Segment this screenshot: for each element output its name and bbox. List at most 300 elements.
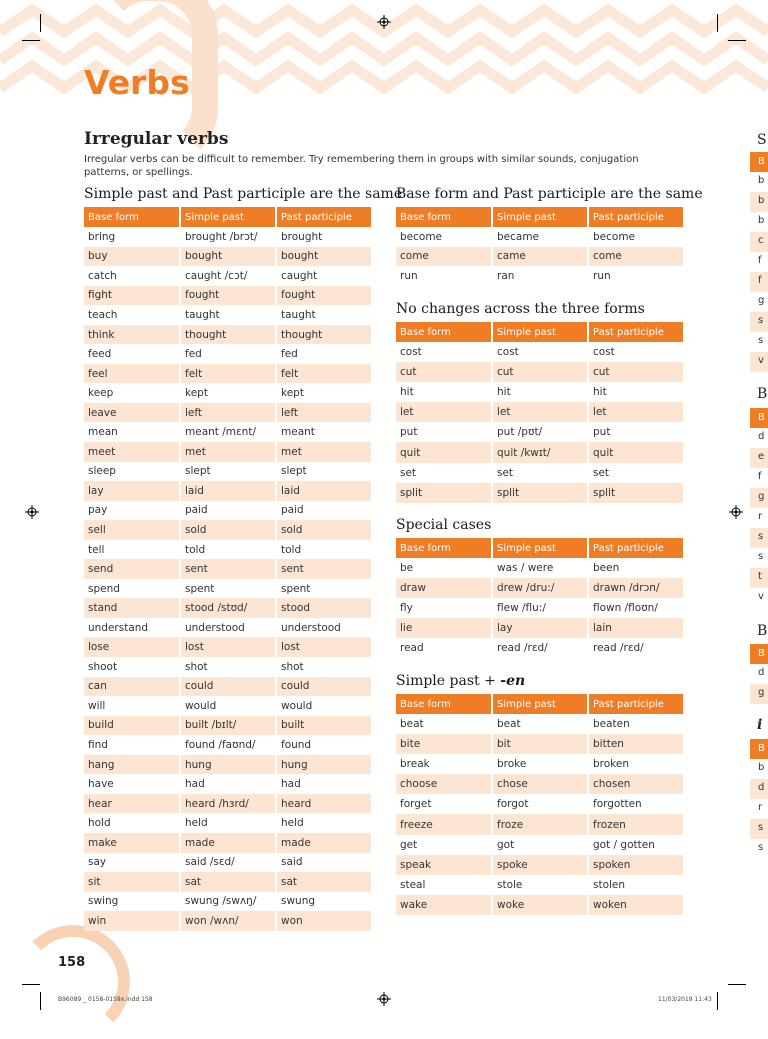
table-cell: brought /brɔt/ (180, 227, 276, 247)
table-no-changes (396, 322, 685, 503)
edge-row-letter: s (758, 842, 764, 853)
table-cell: teach (84, 305, 180, 325)
table-cell: came (492, 247, 588, 267)
table-row (84, 520, 372, 540)
table-cell: shot (180, 657, 276, 677)
table-row (396, 814, 684, 834)
edge-section-letter: i (757, 717, 763, 733)
table-row (396, 714, 684, 734)
crop-mark (22, 984, 40, 985)
table-row (84, 853, 372, 873)
table-row (84, 755, 372, 775)
table-cell: flown /floʊn/ (588, 598, 684, 618)
table-cell: stole (492, 875, 588, 895)
table-row (84, 286, 372, 306)
table-cell: fought (276, 286, 372, 306)
column-header: Simple past (492, 694, 588, 714)
crop-mark (717, 992, 718, 1010)
table-cell: could (180, 677, 276, 697)
table-cell: caught (276, 266, 372, 286)
table-cell: have (84, 774, 180, 794)
table-cell: sat (180, 872, 276, 892)
table-cell: swung (276, 892, 372, 912)
table-cell: built /bɪlt/ (180, 716, 276, 736)
table-cell: broke (492, 754, 588, 774)
table-header-row (396, 538, 684, 558)
table-cell: set (396, 463, 492, 483)
table-cell: quit (588, 442, 684, 462)
table-cell: shot (276, 657, 372, 677)
table-cell: let (588, 402, 684, 422)
column-header: Base form (396, 538, 492, 558)
table-cell: found (276, 735, 372, 755)
table-cell: made (276, 833, 372, 853)
table-row (84, 462, 372, 482)
table-row (396, 483, 684, 503)
table-cell: let (492, 402, 588, 422)
table-cell: lay (492, 618, 588, 638)
table-cell: bring (84, 227, 180, 247)
table-cell: said /sɛd/ (180, 853, 276, 873)
edge-row-letter: s (758, 531, 764, 542)
table-row (84, 735, 372, 755)
table-row (84, 794, 372, 814)
table-cell: slept (276, 462, 372, 482)
table-cell: spoken (588, 855, 684, 875)
table-cell: fed (276, 344, 372, 364)
table-cell: caught /cɔt/ (180, 266, 276, 286)
edge-row-letter: v (758, 591, 764, 602)
table-cell: make (84, 833, 180, 853)
table-cell: cut (396, 362, 492, 382)
table-cell: mean (84, 422, 180, 442)
table-header-row (84, 207, 372, 227)
section-title-same-past-participle: Simple past and Past participle are the same (84, 186, 403, 202)
table-cell: hit (396, 382, 492, 402)
column-header: Past participle (588, 207, 684, 227)
table-cell: would (276, 696, 372, 716)
table-cell: drawn /drɔn/ (588, 578, 684, 598)
table-cell: read /rɛd/ (588, 638, 684, 658)
crop-mark (40, 992, 41, 1010)
edge-header-letter: B (758, 156, 765, 167)
edge-row-letter: d (758, 782, 765, 793)
table-row (84, 325, 372, 345)
table-row (84, 716, 372, 736)
table-header-row (396, 207, 684, 227)
table-cell: became (492, 227, 588, 247)
table-cell: sleep (84, 462, 180, 482)
table-row (396, 855, 684, 875)
registration-mark-icon (729, 505, 743, 519)
table-row (84, 305, 372, 325)
table-cell: come (396, 247, 492, 267)
table-cell: win (84, 911, 180, 931)
edge-row-letter: b (758, 175, 765, 186)
edge-header-letter: B (758, 743, 765, 754)
crop-mark (22, 40, 40, 41)
table-cell: woke (492, 895, 588, 915)
table-cell: spent (180, 579, 276, 599)
table-cell: meant /mɛnt/ (180, 422, 276, 442)
table-row (84, 598, 372, 618)
table-cell: swing (84, 892, 180, 912)
table-cell: bite (396, 734, 492, 754)
page-number: 158 (58, 955, 86, 970)
table-cell: froze (492, 814, 588, 834)
edge-row-letter: v (758, 355, 764, 366)
table-row (396, 247, 684, 267)
table-cell: run (588, 266, 684, 286)
registration-mark-icon (25, 505, 39, 519)
edge-row-letter: g (758, 687, 765, 698)
edge-row-letter: g (758, 295, 765, 306)
table-cell: said (276, 853, 372, 873)
table-cell: catch (84, 266, 180, 286)
table-cell: lay (84, 481, 180, 501)
table-row (84, 657, 372, 677)
table-row (84, 833, 372, 853)
table-cell: sell (84, 520, 180, 540)
table-cell: beaten (588, 714, 684, 734)
table-row (396, 266, 684, 286)
table-cell: be (396, 558, 492, 578)
table-cell: bought (276, 247, 372, 267)
table-cell: steal (396, 875, 492, 895)
column-header: Past participle (588, 694, 684, 714)
table-cell: set (492, 463, 588, 483)
table-row (84, 677, 372, 697)
table-cell: stolen (588, 875, 684, 895)
table-cell: drew /dru:/ (492, 578, 588, 598)
edge-section-letter: B (757, 623, 768, 639)
table-cell: paid (180, 501, 276, 521)
edge-header-letter: B (758, 412, 765, 423)
edge-row-letter: f (758, 275, 762, 286)
table-cell: thought (180, 325, 276, 345)
table-cell: feel (84, 364, 180, 384)
table-cell: choose (396, 774, 492, 794)
table-cell: brought (276, 227, 372, 247)
table-cell: been (588, 558, 684, 578)
table-cell: lose (84, 637, 180, 657)
table-cell: taught (276, 305, 372, 325)
edge-row-letter: e (758, 451, 765, 462)
table-cell: lie (396, 618, 492, 638)
table-cell: put (396, 422, 492, 442)
section-title-no-changes: No changes across the three forms (396, 301, 645, 317)
intro-paragraph: Irregular verbs can be difficult to remember. Try remembering them in groups with similar sounds, conjugation patterns, or spellings. (84, 154, 639, 178)
table-cell: woken (588, 895, 684, 915)
table-row (84, 813, 372, 833)
table-cell: had (276, 774, 372, 794)
edge-header-letter: B (758, 648, 765, 659)
table-cell: will (84, 696, 180, 716)
table-cell: hit (588, 382, 684, 402)
table-cell: come (588, 247, 684, 267)
table-cell: stood /stʊd/ (180, 598, 276, 618)
table-cell: leave (84, 403, 180, 423)
table-cell: paid (276, 501, 372, 521)
table-cell: split (588, 483, 684, 503)
table-cell: laid (180, 481, 276, 501)
table-cell: build (84, 716, 180, 736)
table-row (84, 911, 372, 931)
table-cell: split (396, 483, 492, 503)
registration-mark-icon (377, 15, 391, 29)
edge-row-letter: d (758, 667, 765, 678)
column-header: Base form (396, 322, 492, 342)
table-cell: spend (84, 579, 180, 599)
print-slug-date: 11/03/2019 11:43 (658, 996, 712, 1003)
table-cell: read /rɛd/ (492, 638, 588, 658)
table-row (84, 227, 372, 247)
table-row (84, 266, 372, 286)
edge-row-letter: r (758, 511, 763, 522)
table-cell: had (180, 774, 276, 794)
table-cell: ran (492, 266, 588, 286)
table-row (396, 875, 684, 895)
table-cell: get (396, 835, 492, 855)
edge-row-letter: f (758, 255, 762, 266)
table-cell: forgotten (588, 794, 684, 814)
table-cell: run (396, 266, 492, 286)
table-cell: taught (180, 305, 276, 325)
table-row (84, 872, 372, 892)
table-cell: hit (492, 382, 588, 402)
table-row (396, 362, 684, 382)
table-cell: bitten (588, 734, 684, 754)
table-cell: fed (180, 344, 276, 364)
edge-row-letter: s (758, 822, 764, 833)
edge-row-letter: f (758, 471, 762, 482)
table-cell: become (396, 227, 492, 247)
table-cell: told (276, 540, 372, 560)
table-cell: would (180, 696, 276, 716)
table-cell: send (84, 559, 180, 579)
table-cell: kept (180, 383, 276, 403)
table-cell: felt (276, 364, 372, 384)
table-cell: heard (276, 794, 372, 814)
column-header: Base form (84, 207, 180, 227)
table-cell: frozen (588, 814, 684, 834)
table-row (396, 227, 684, 247)
table-cell: sent (180, 559, 276, 579)
table-cell: freeze (396, 814, 492, 834)
column-header: Past participle (588, 538, 684, 558)
table-cell: slept (180, 462, 276, 482)
table-row (84, 501, 372, 521)
table-cell: lain (588, 618, 684, 638)
table-cell: left (276, 403, 372, 423)
table-cell: spent (276, 579, 372, 599)
table-base-participle-same (396, 207, 685, 286)
table-cell: read (396, 638, 492, 658)
table-cell: fly (396, 598, 492, 618)
table-cell: sat (276, 872, 372, 892)
column-header: Simple past (492, 322, 588, 342)
table-row (396, 578, 684, 598)
table-cell: broken (588, 754, 684, 774)
table-cell: spoke (492, 855, 588, 875)
edge-row-letter: s (758, 335, 764, 346)
column-header: Base form (396, 207, 492, 227)
table-cell: wake (396, 895, 492, 915)
table-row (84, 774, 372, 794)
table-cell: felt (180, 364, 276, 384)
table-cell: cost (588, 342, 684, 362)
table-cell: sold (180, 520, 276, 540)
table-cell: speak (396, 855, 492, 875)
column-header: Simple past (492, 538, 588, 558)
table-cell: laid (276, 481, 372, 501)
table-row (396, 382, 684, 402)
table-row (396, 402, 684, 422)
table-cell: can (84, 677, 180, 697)
table-row (84, 422, 372, 442)
table-cell: flew /flu:/ (492, 598, 588, 618)
table-cell: stood (276, 598, 372, 618)
edge-row-letter: d (758, 431, 765, 442)
table-cell: got / gotten (588, 835, 684, 855)
table-row (396, 618, 684, 638)
table-row (84, 364, 372, 384)
table-row (396, 835, 684, 855)
table-cell: forget (396, 794, 492, 814)
table-cell: hear (84, 794, 180, 814)
table-cell: become (588, 227, 684, 247)
table-row (396, 342, 684, 362)
table-cell: thought (276, 325, 372, 345)
table-row (396, 558, 684, 578)
table-cell: chose (492, 774, 588, 794)
table-cell: cost (492, 342, 588, 362)
table-cell: left (180, 403, 276, 423)
table-simple-past-participle-same (84, 207, 373, 931)
table-simple-past-en (396, 694, 685, 915)
table-row (84, 344, 372, 364)
table-cell: bit (492, 734, 588, 754)
edge-row-letter: b (758, 215, 765, 226)
section-title-simple-past-en (396, 673, 525, 689)
table-cell: stand (84, 598, 180, 618)
table-cell: cut (588, 362, 684, 382)
table-cell: beat (492, 714, 588, 734)
table-cell: meant (276, 422, 372, 442)
table-cell: quit (396, 442, 492, 462)
table-cell: sent (276, 559, 372, 579)
column-header: Past participle (276, 207, 372, 227)
edge-row-letter: t (758, 571, 762, 582)
table-cell: bought (180, 247, 276, 267)
edge-row-letter: r (758, 802, 763, 813)
table-cell: told (180, 540, 276, 560)
table-row (84, 442, 372, 462)
table-cell: fought (180, 286, 276, 306)
table-cell: put (588, 422, 684, 442)
table-row (84, 247, 372, 267)
edge-row-letter: g (758, 491, 765, 502)
table-row (84, 696, 372, 716)
table-row (84, 540, 372, 560)
table-row (84, 383, 372, 403)
table-cell: break (396, 754, 492, 774)
table-cell: split (492, 483, 588, 503)
section-title-suffix: -en (500, 673, 526, 689)
table-cell: met (276, 442, 372, 462)
section-title-special-cases: Special cases (396, 517, 492, 533)
table-cell: keep (84, 383, 180, 403)
column-header: Simple past (492, 207, 588, 227)
table-cell: kept (276, 383, 372, 403)
table-row (396, 895, 684, 915)
edge-row-letter: b (758, 762, 765, 773)
table-cell: feed (84, 344, 180, 364)
crop-mark (728, 984, 746, 985)
page-subtitle: Irregular verbs (84, 129, 229, 149)
table-row (396, 734, 684, 754)
table-cell: put /pʊt/ (492, 422, 588, 442)
table-cell: held (276, 813, 372, 833)
print-slug-file: B96089 _ 0158-0159x.indd 158 (58, 996, 153, 1003)
table-cell: won (276, 911, 372, 931)
table-cell: cost (396, 342, 492, 362)
table-cell: let (396, 402, 492, 422)
table-cell: find (84, 735, 180, 755)
table-cell: shoot (84, 657, 180, 677)
decorative-swirl-bottom (16, 925, 130, 1039)
table-row (84, 559, 372, 579)
table-cell: hang (84, 755, 180, 775)
table-cell: tell (84, 540, 180, 560)
table-cell: beat (396, 714, 492, 734)
table-cell: understood (180, 618, 276, 638)
table-row (396, 638, 684, 658)
table-cell: meet (84, 442, 180, 462)
table-row (84, 579, 372, 599)
column-header: Base form (396, 694, 492, 714)
column-header: Simple past (180, 207, 276, 227)
table-cell: found /faʊnd/ (180, 735, 276, 755)
table-cell: hung (180, 755, 276, 775)
table-cell: held (180, 813, 276, 833)
table-special-cases (396, 538, 685, 658)
table-row (84, 618, 372, 638)
table-row (396, 774, 684, 794)
table-header-row (396, 322, 684, 342)
table-cell: swung /swʌŋ/ (180, 892, 276, 912)
section-title-base-participle-same: Base form and Past participle are the same (396, 186, 703, 202)
crop-mark (717, 14, 718, 32)
table-cell: hold (84, 813, 180, 833)
table-cell: lost (180, 637, 276, 657)
table-row (84, 892, 372, 912)
table-row (84, 637, 372, 657)
table-cell: made (180, 833, 276, 853)
table-cell: heard /hɜrd/ (180, 794, 276, 814)
table-cell: lost (276, 637, 372, 657)
table-cell: fight (84, 286, 180, 306)
table-row (396, 794, 684, 814)
table-cell: won /wʌn/ (180, 911, 276, 931)
page-title: Verbs (84, 63, 190, 102)
table-cell: forgot (492, 794, 588, 814)
table-cell: sold (276, 520, 372, 540)
column-header: Past participle (588, 322, 684, 342)
edge-row-letter: s (758, 315, 764, 326)
table-cell: sit (84, 872, 180, 892)
table-cell: cut (492, 362, 588, 382)
